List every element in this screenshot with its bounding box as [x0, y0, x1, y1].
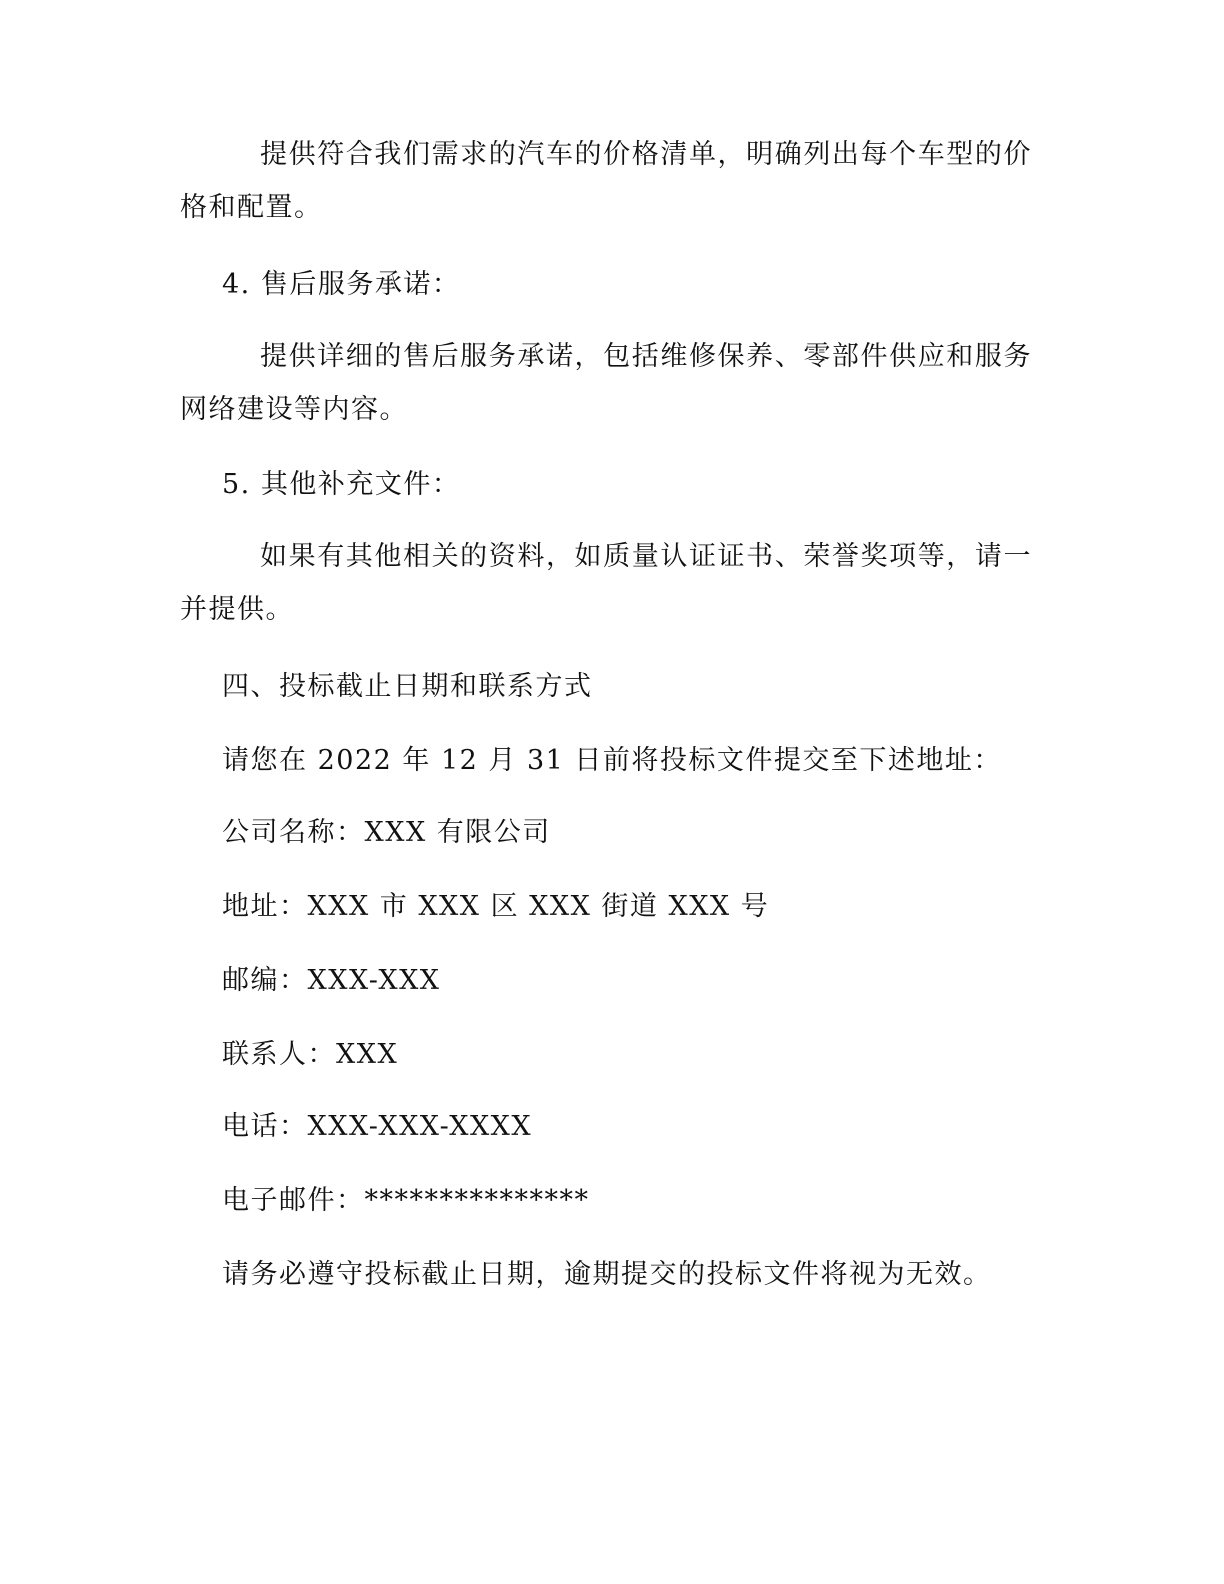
after-sales-paragraph: 提供详细的售后服务承诺，包括维修保养、零部件供应和服务网络建设等内容。 [180, 341, 1032, 425]
deadline-warning: 请务必遵守投标截止日期，逾期提交的投标文件将视为无效。 [222, 1259, 992, 1290]
address-line: 地址：XXX 市 XXX 区 XXX 街道 XXX 号 [222, 891, 770, 922]
submission-instruction: 请您在 2022 年 12 月 31 日前将投标文件提交至下述地址： [222, 745, 1002, 776]
postal-code-line: 邮编：XXX-XXX [222, 965, 441, 996]
deadline-contact-heading: 四、投标截止日期和联系方式 [222, 671, 593, 702]
price-list-paragraph: 提供符合我们需求的汽车的价格清单，明确列出每个车型的价格和配置。 [180, 139, 1032, 223]
company-name-line: 公司名称：XXX 有限公司 [222, 817, 551, 848]
section-after-sales-heading: 4. 售后服务承诺： [222, 269, 461, 300]
supplementary-paragraph: 如果有其他相关的资料，如质量认证证书、荣誉奖项等，请一并提供。 [180, 541, 1032, 625]
phone-line: 电话：XXX-XXX-XXXX [222, 1111, 533, 1142]
email-line: 电子邮件：*************** [222, 1185, 590, 1216]
section-supplementary-heading: 5. 其他补充文件： [222, 469, 461, 500]
contact-person-line: 联系人：XXX [222, 1039, 399, 1070]
